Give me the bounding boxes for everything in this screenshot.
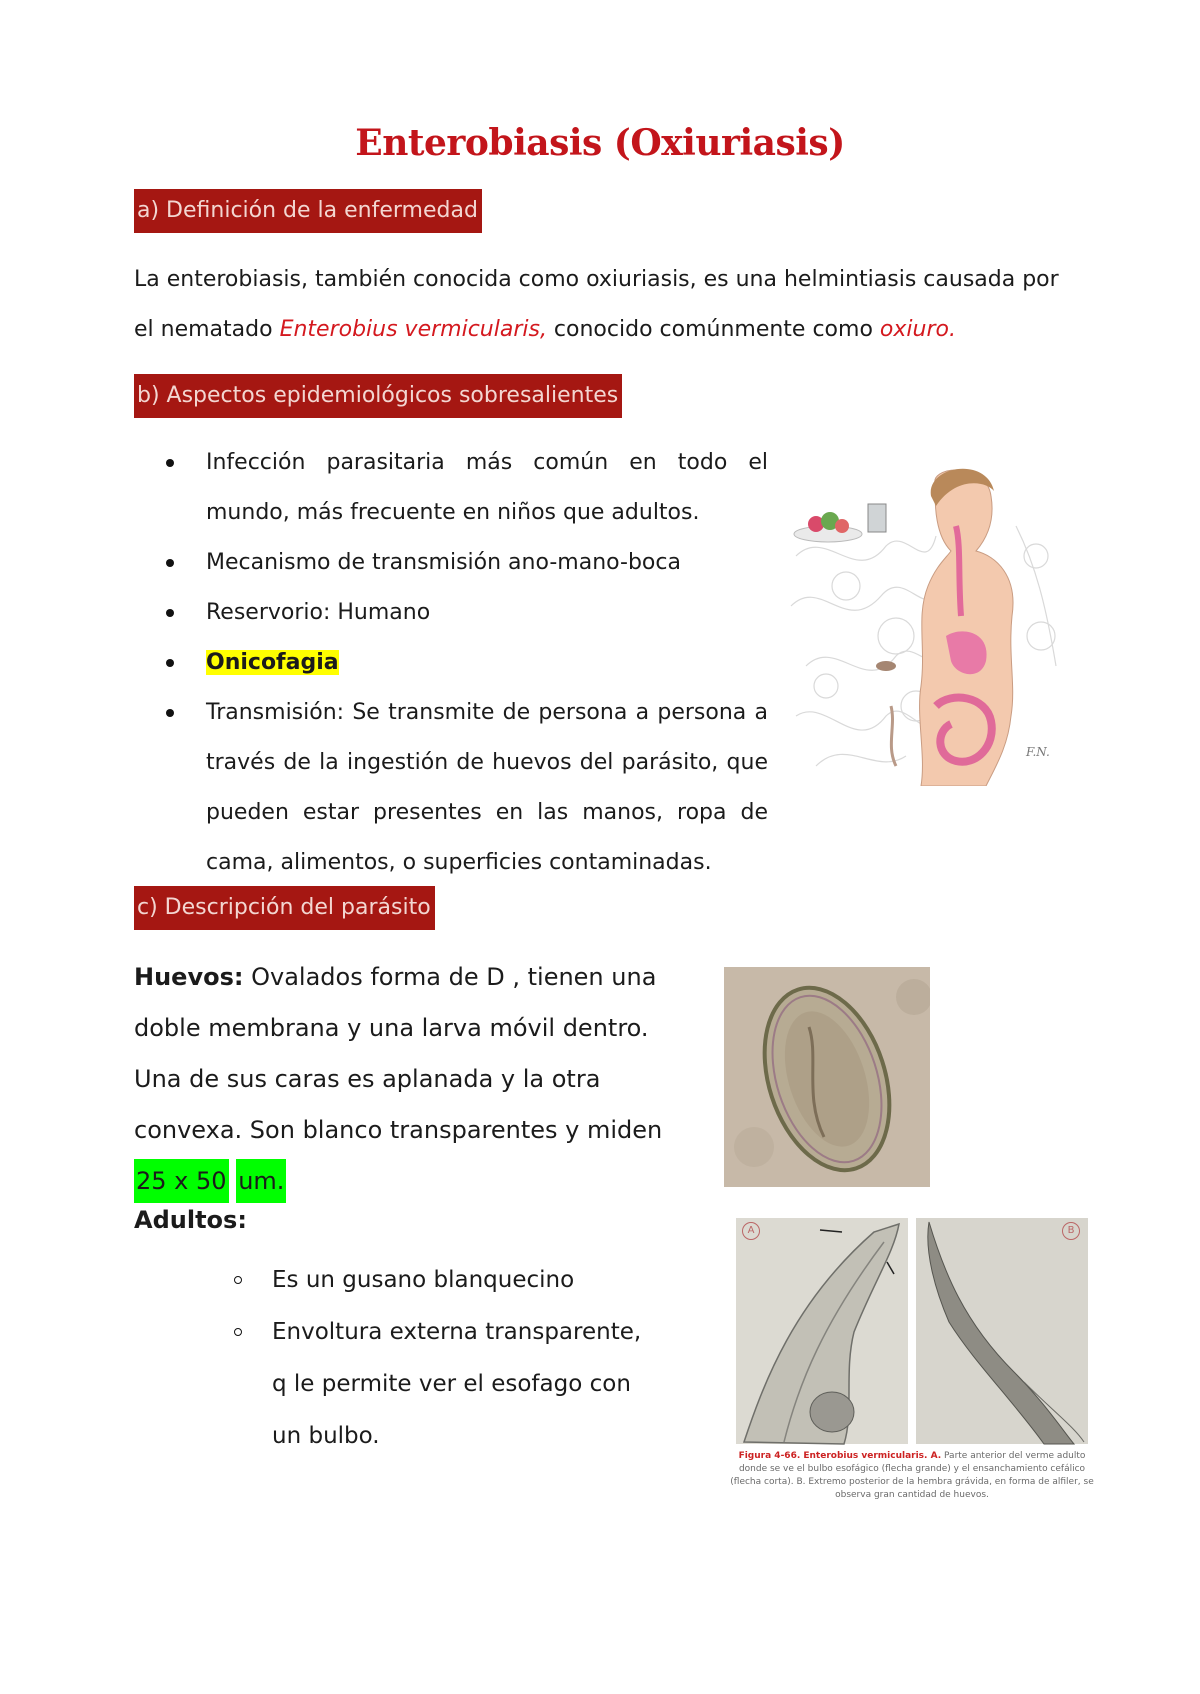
section-heading-parasite: c) Descripción del parásito (134, 886, 435, 930)
eggs-text: Ovalados forma de D , tienen una doble membrana y una larva móvil dentro. Una de sus caras es aplanada y la otra convexa. Son blanco transparentes y miden (134, 963, 663, 1144)
eggs-paragraph (134, 952, 680, 1207)
definition-text-mid: conocido comúnmente como (546, 317, 880, 342)
list-item: Envoltura externa transparente, q le permite ver el esofago con un bulbo. (234, 1306, 652, 1462)
species-name: Enterobius vermicularis, (279, 317, 547, 342)
definition-line-2 (134, 305, 1094, 355)
figure-caption (730, 1450, 1094, 1502)
eggs-unit: um. (236, 1159, 286, 1203)
anatomy-illustration (786, 466, 1064, 786)
eggs-size: 25 x 50 (134, 1159, 229, 1203)
figure-caption-text: Parte anterior del verme adulto donde se ve el bulbo esofágico (flecha grande) y el ensanchamiento cefálico (flecha corta). B. Extremo posterior de la hembra grávida, en forma de alfiler, se observa gran cantidad de huevos. (730, 1451, 1094, 1500)
adults-label: Adultos: (134, 1206, 247, 1234)
page-title: Enterobiasis (Oxiuriasis) (355, 122, 845, 164)
svg-text:F.N.: F.N. (1026, 745, 1050, 759)
figure-label-a: A (742, 1222, 760, 1240)
list-item: Es un gusano blanquecino (234, 1254, 652, 1306)
list-item: Infección parasitaria más común en todo el mundo, más frecuente en niños que adultos. (166, 438, 768, 538)
adult-worm-figure (724, 1212, 1100, 1500)
list-item: Reservorio: Humano (166, 588, 768, 638)
egg-micrograph (724, 967, 930, 1187)
epidemiology-list (166, 438, 768, 888)
list-item: Transmisión: Se transmite de persona a persona a través de la ingestión de huevos del parásito, que pueden estar presentes en las manos, ropa de cama, alimentos, o superficies contaminadas. (166, 688, 768, 888)
onicofagia-highlight: Onicofagia (206, 650, 339, 675)
section-heading-definition: a) Definición de la enfermedad (134, 189, 482, 233)
common-name: oxiuro. (879, 317, 956, 342)
figure-label-b: B (1062, 1222, 1080, 1240)
adults-list (234, 1254, 652, 1462)
definition-line-1: La enterobiasis, también conocida como oxiuriasis, es una helmintiasis causada por (134, 267, 1059, 292)
definition-text-start: el nematado (134, 317, 280, 342)
figure-caption-bold: Figura 4-66. Enterobius vermicularis. A. (738, 1451, 942, 1461)
list-item (166, 638, 768, 688)
section-heading-epidemiology: b) Aspectos epidemiológicos sobresalientes (134, 374, 622, 418)
list-item: Mecanismo de transmisión ano-mano-boca (166, 538, 768, 588)
definition-paragraph (134, 255, 1094, 355)
eggs-label: Huevos: (134, 963, 244, 991)
